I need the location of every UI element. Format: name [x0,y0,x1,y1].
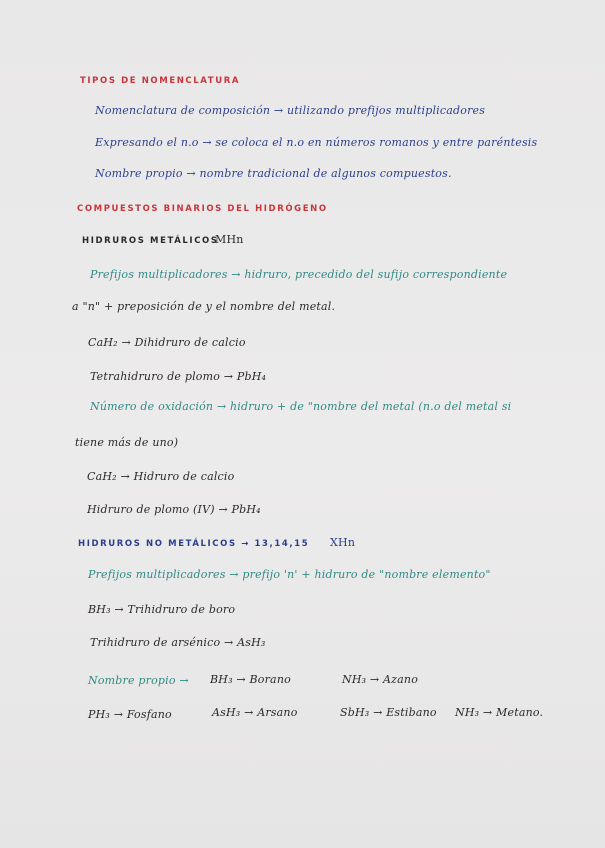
subtitle-metallic-hydrides: HIDRUROS METÁLICOS [82,236,219,246]
proper-name-example: AsH₃ → Arsano [212,706,298,719]
example-line: Tetrahidruro de plomo → PbH₄ [90,370,267,383]
proper-name-example: SbH₃ → Estibano [340,706,437,719]
section-title-nomenclature: TIPOS DE NOMENCLATURA [80,76,241,86]
formula-nonmetallic: XHn [330,536,356,549]
example-line: Trihidruro de arsénico → AsH₃ [90,636,266,649]
proper-name-label: Nombre propio → [88,674,189,687]
oxidation-rule-line: Número de oxidación → hidruro + de "nombre del metal (n.o del metal si [90,400,512,413]
example-line: BH₃ → Trihidruro de boro [88,603,236,616]
nomenclature-item: Expresando el n.o → se coloca el n.o en números romanos y entre paréntesis [95,136,538,149]
proper-name-example: PH₃ → Fosfano [88,708,172,721]
prefix-rule-line: a "n" + preposición de y el nombre del metal. [72,300,336,313]
prefix-rule-line: Prefijos multiplicadores → prefijo 'n' + hidruro de "nombre elemento" [88,568,491,581]
prefix-rule-line: Prefijos multiplicadores → hidruro, precedido del sufijo correspondiente [90,268,508,281]
proper-name-example: BH₃ → Borano [210,673,291,686]
example-line: Hidruro de plomo (IV) → PbH₄ [87,503,261,516]
formula-metallic: MHn [215,233,244,246]
section-title-binary-compounds: COMPUESTOS BINARIOS DEL HIDRÓGENO [77,204,328,214]
example-line: CaH₂ → Hidruro de calcio [87,470,235,483]
proper-name-example: NH₃ → Azano [342,673,419,686]
nomenclature-item: Nomenclatura de composición → utilizando prefijos multiplicadores [95,104,486,117]
subtitle-nonmetallic-hydrides: HIDRUROS NO METÁLICOS → 13,14,15 [78,539,310,549]
nomenclature-item: Nombre propio → nombre tradicional de algunos compuestos. [95,167,452,180]
oxidation-rule-line: tiene más de uno) [75,436,179,449]
proper-name-example: NH₃ → Metano. [455,706,544,719]
example-line: CaH₂ → Dihidruro de calcio [88,336,246,349]
